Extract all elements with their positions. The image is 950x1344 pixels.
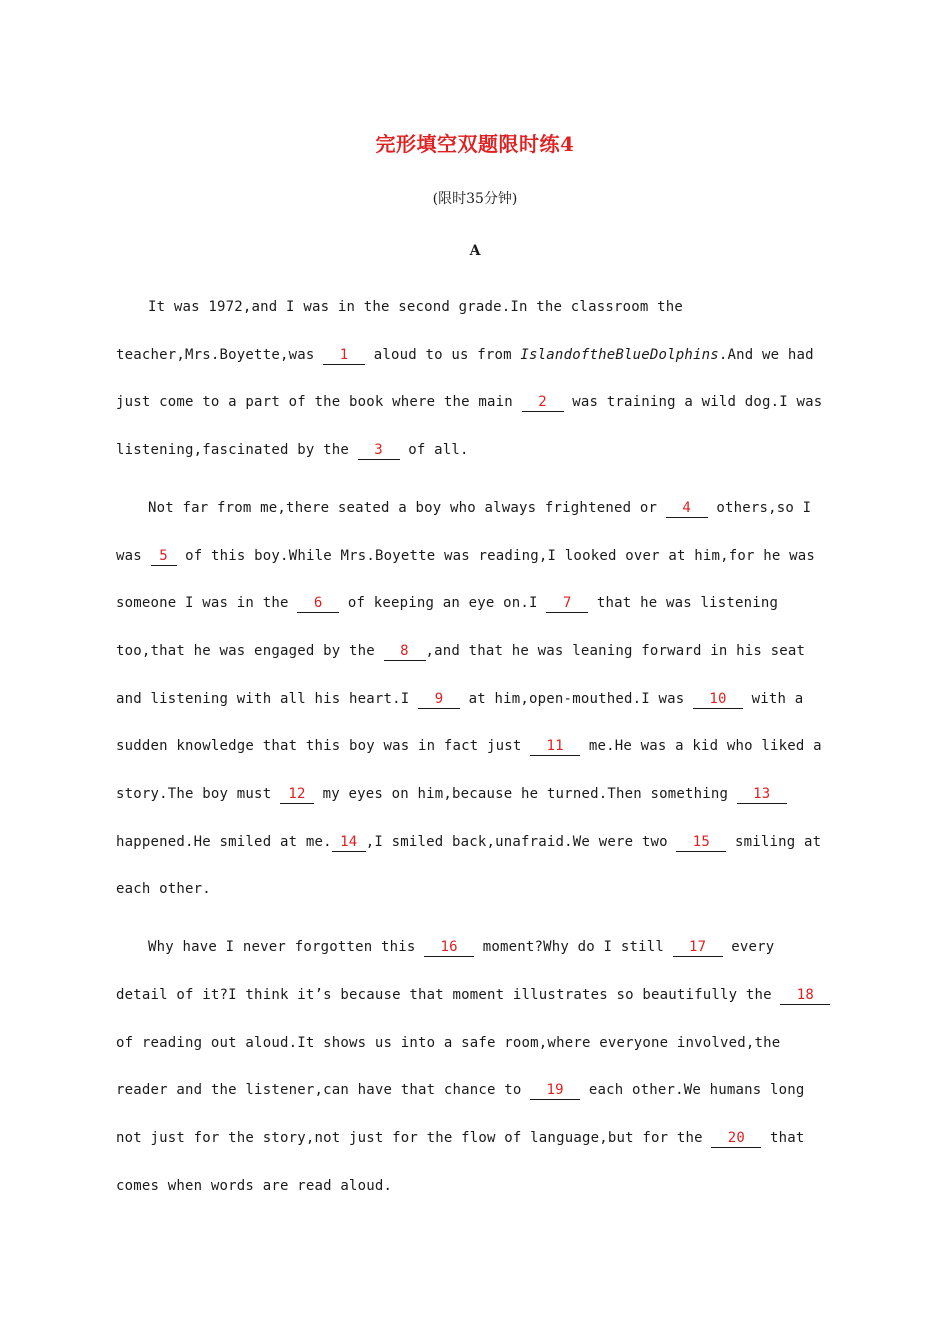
blank-4: 4 <box>666 499 708 518</box>
blank-20: 20 <box>711 1129 761 1148</box>
blank-19: 19 <box>530 1081 580 1100</box>
paragraph-2: Not far from me,there seated a boy who always frightened or 4 others,so I was 5 of this boy.While Mrs.Boyette was reading,I looked over at him,for he was someone I was in the 6 of keeping an eye on.I 7 that he was listening too,that he was engaged by the 8 ,and that he was leaning forward in his seat and listening with all his heart.I 9 at him,open-mouthed.I was 10 with a sudden knowledge that this boy was in fact just 11 me.He was a kid who liked a story.The boy must 12 my eyes on him,because he turned.Then something 13 happened.He smiled at me. 14 ,I smiled back,unafraid.We were two 15 smiling at each other. <box>116 499 822 898</box>
blank-5: 5 <box>151 547 177 566</box>
blank-10: 10 <box>693 690 743 709</box>
paragraph-1: It was 1972,and I was in the second grade.In the classroom the teacher,Mrs.Boyette,was 1 aloud to us from IslandoftheBlueDolphins.And we had just come to a part of the book where the main 2 was training a wild dog.I was listening,fascinated by the 3 of all. <box>116 299 823 459</box>
blank-14: 14 <box>332 833 366 852</box>
blank-7: 7 <box>546 594 588 613</box>
blank-12: 12 <box>280 785 314 804</box>
paragraph-3: Why have I never forgotten this 16 moment?Why do I still 17 every detail of it?I think it’s because that moment illustrates so beautifully the 18 of reading out aloud.It shows us into a safe room,where everyone involved,the reader and the listener,can have that chance to 19 each other.We humans long not just for the story,not just for the flow of language,but for the 20 that comes when words are read aloud. <box>116 924 834 1210</box>
time-limit-note: (限时35分钟) <box>432 191 518 207</box>
blank-8: 8 <box>384 642 426 661</box>
blank-13: 13 <box>737 785 787 804</box>
section-label: A <box>469 243 481 259</box>
blank-3: 3 <box>358 441 400 460</box>
blank-11: 11 <box>530 737 580 756</box>
cloze-passage <box>116 284 834 1220</box>
page-title: 完形填空双题限时练4 <box>375 132 575 156</box>
blank-6: 6 <box>297 594 339 613</box>
book-title: IslandoftheBlueDolphins <box>520 346 719 363</box>
blank-17: 17 <box>673 938 723 957</box>
blank-18: 18 <box>780 986 830 1005</box>
blank-15: 15 <box>676 833 726 852</box>
blank-1: 1 <box>323 346 365 365</box>
blank-2: 2 <box>522 393 564 412</box>
blank-16: 16 <box>424 938 474 957</box>
blank-9: 9 <box>418 690 460 709</box>
